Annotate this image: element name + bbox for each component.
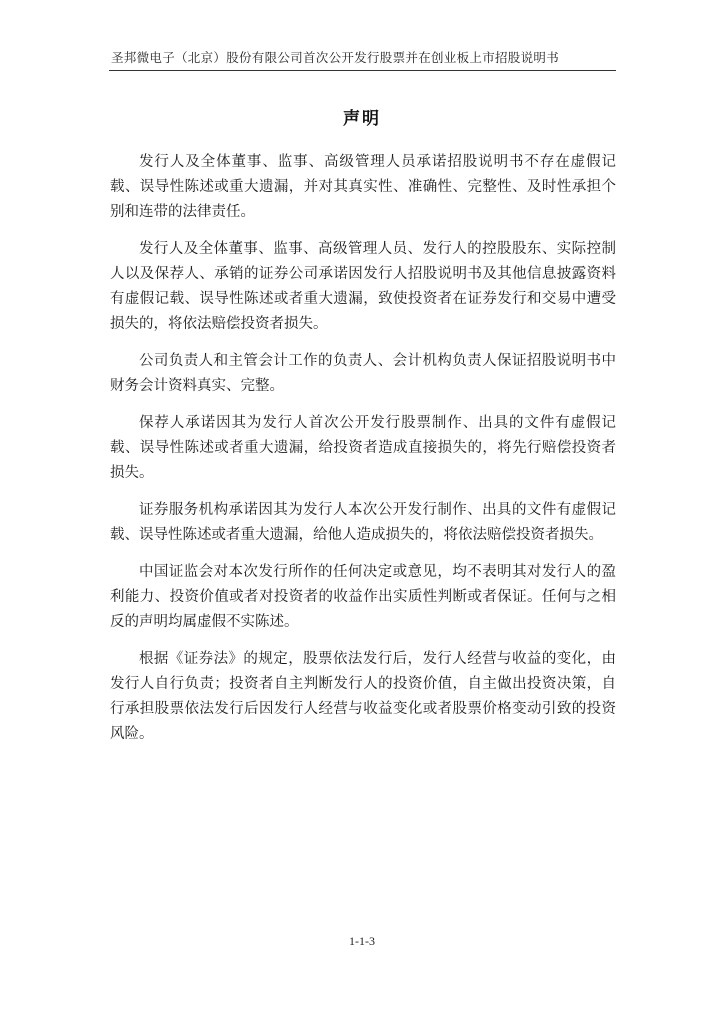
paragraph: 公司负责人和主管会计工作的负责人、会计机构负责人保证招股说明书中财务会计资料真实、完整。 <box>110 353 616 394</box>
page-number: 1-1-3 <box>349 934 375 948</box>
running-header: 圣邦微电子（北京）股份有限公司首次公开发行股票并在创业板上市招股说明书 <box>111 50 560 65</box>
statement-body <box>110 150 616 759</box>
paragraph: 根据《证券法》的规定，股票依法发行后，发行人经营与收益的变化，由发行人自行负责；投资者自主判断发行人的投资价值，自主做出投资决策，自行承担股票依法发行后因发行人经营与收益变化或者股票价格变动引致的投资风险。 <box>110 651 616 742</box>
paragraph: 发行人及全体董事、监事、高级管理人员、发行人的控股股东、实际控制人以及保荐人、承销的证券公司承诺因发行人招股说明书及其他信息披露资料有虚假记载、误导性陈述或者重大遗漏，致使投资者在证券发行和交易中遭受损失的，将依法赔偿投资者损失。 <box>110 241 616 332</box>
paragraph: 中国证监会对本次发行所作的任何决定或意见，均不表明其对发行人的盈利能力、投资价值或者对投资者的收益作出实质性判断或者保证。任何与之相反的声明均属虚假不实陈述。 <box>110 564 616 630</box>
header-rule <box>109 70 616 71</box>
paragraph: 发行人及全体董事、监事、高级管理人员承诺招股说明书不存在虚假记载、误导性陈述或重大遗漏，并对其真实性、准确性、完整性、及时性承担个别和连带的法律责任。 <box>110 154 616 220</box>
page-title: 声明 <box>343 109 381 129</box>
paragraph: 保荐人承诺因其为发行人首次公开发行股票制作、出具的文件有虚假记载、误导性陈述或者重大遗漏，给投资者造成直接损失的，将先行赔偿投资者损失。 <box>110 415 616 481</box>
paragraph: 证券服务机构承诺因其为发行人本次公开发行制作、出具的文件有虚假记载、误导性陈述或者重大遗漏，给他人造成损失的，将依法赔偿投资者损失。 <box>110 502 616 543</box>
